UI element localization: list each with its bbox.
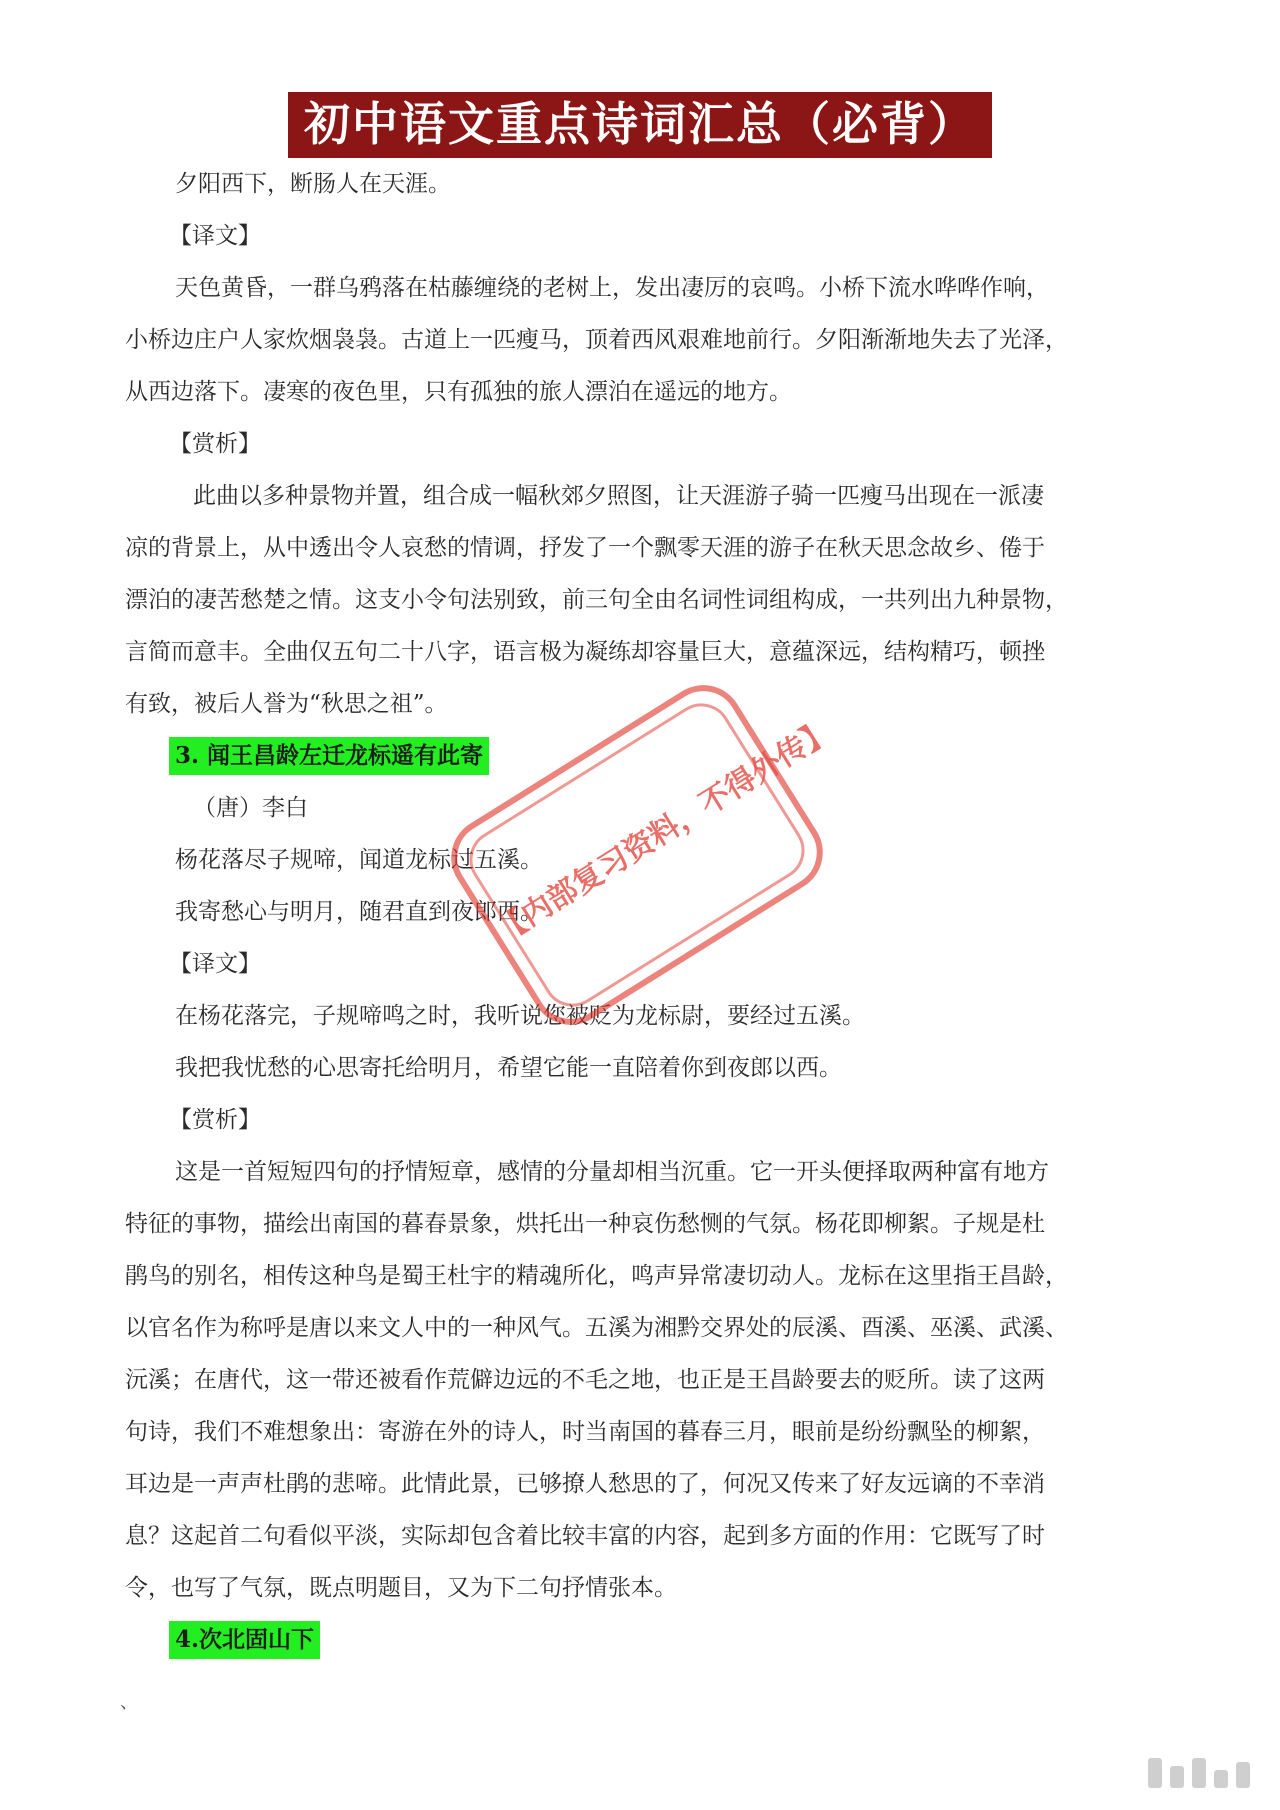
paragraph-line: 在杨花落完，子规啼鸣之时，我听说您被贬为龙标尉，要经过五溪。: [175, 1003, 865, 1029]
poem-line: 我寄愁心与明月，随君直到夜郎西。: [175, 899, 543, 925]
paragraph-line: 漂泊的凄苦愁楚之情。这支小令句法别致，前三句全由名词性词组构成，一共列出九种景物，: [125, 587, 1068, 613]
poem-author: （唐）李白: [193, 795, 308, 821]
title-wrap: [0, 92, 1280, 158]
paragraph-line: 小桥边庄户人家炊烟袅袅。古道上一匹瘦马，顶着西风艰难地前行。夕阳渐渐地失去了光泽，: [125, 327, 1068, 353]
paragraph-line: 息？这起首二句看似平淡，实际却包含着比较丰富的内容，起到多方面的作用：它既写了时: [125, 1523, 1045, 1549]
analysis-label: 【赏析】: [169, 1107, 261, 1133]
paragraph-line: 这是一首短短四句的抒情短章，感情的分量却相当沉重。它一开头便择取两种富有地方: [175, 1159, 1049, 1185]
translation-label: 【译文】: [169, 223, 261, 249]
paragraph-line: 鹃鸟的别名，相传这种鸟是蜀王杜宇的精魂所化，鸣声异常凄切动人。龙标在这里指王昌龄，: [125, 1263, 1068, 1289]
translation-label: 【译文】: [169, 951, 261, 977]
watermark-stamp-text: 【内部复习资料，不得外传】: [489, 713, 840, 950]
paragraph-line: 句诗，我们不难想象出：寄游在外的诗人，时当南国的暮春三月，眼前是纷纷飘坠的柳絮，: [125, 1419, 1045, 1445]
paragraph-line: 有致，被后人誉为“秋思之祖”。: [125, 691, 448, 717]
paragraph-line: 此曲以多种景物并置，组合成一幅秋郊夕照图，让天涯游子骑一匹瘦马出现在一派凄: [193, 483, 1044, 509]
paragraph-line: 天色黄昏，一群乌鸦落在枯藤缠绕的老树上，发出凄厉的哀鸣。小桥下流水哗哗作响，: [175, 275, 1049, 301]
paragraph-line: 令，也写了气氛，既点明题目，又为下二句抒情张本。: [125, 1575, 677, 1601]
paragraph-line: 凉的背景上，从中透出令人哀愁的情调，抒发了一个飘零天涯的游子在秋天思念故乡、倦于: [125, 535, 1045, 561]
watermark-bars-icon: [1148, 1758, 1250, 1788]
paragraph-line: 言简而意丰。全曲仅五句二十八字，语言极为凝练却容量巨大，意蕴深远，结构精巧，顿挫: [125, 639, 1045, 665]
page-title: 初中语文重点诗词汇总（必背）: [288, 92, 992, 158]
paragraph-line: 沅溪；在唐代，这一带还被看作荒僻边远的不毛之地，也正是王昌龄要去的贬所。读了这两: [125, 1367, 1045, 1393]
poem-line: 杨花落尽子规啼，闻道龙标过五溪。: [175, 847, 543, 873]
paragraph-line: 我把我忧愁的心思寄托给明月，希望它能一直陪着你到夜郎以西。: [175, 1055, 842, 1081]
paragraph-line: 以官名作为称呼是唐以来文人中的一种风气。五溪为湘黔交界处的辰溪、酉溪、巫溪、武溪、: [125, 1315, 1068, 1341]
paragraph-line: 特征的事物，描绘出南国的暮春景象，烘托出一种哀伤愁恻的气氛。杨花即柳絮。子规是杜: [125, 1211, 1045, 1237]
paragraph-line: 从西边落下。凄寒的夜色里，只有孤独的旅人漂泊在遥远的地方。: [125, 379, 792, 405]
analysis-label: 【赏析】: [169, 431, 261, 457]
stray-mark: 、: [120, 1692, 138, 1713]
poem-line: 夕阳西下，断肠人在天涯。: [175, 171, 451, 197]
paragraph-line: 耳边是一声声杜鹃的悲啼。此情此景，已够撩人愁思的了，何况又传来了好友远谪的不幸消: [125, 1471, 1045, 1497]
section-heading: [125, 1614, 1173, 1666]
section-heading-text: 3. 闻王昌龄左迁龙标遥有此寄: [169, 737, 489, 775]
section-heading-text: 4.次北固山下: [169, 1621, 320, 1659]
